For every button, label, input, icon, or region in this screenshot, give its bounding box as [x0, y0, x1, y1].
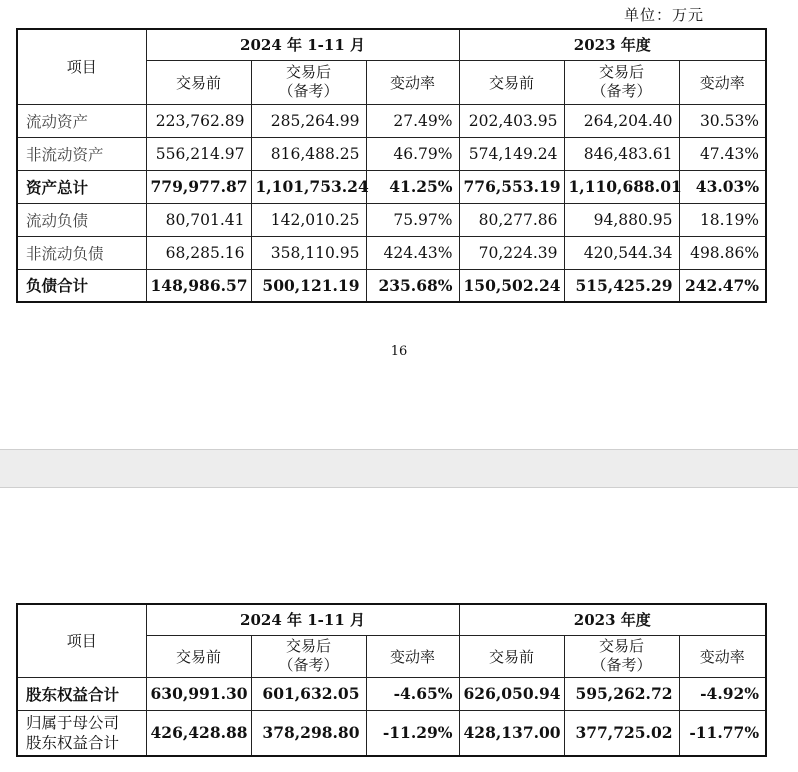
table-row [17, 203, 766, 236]
balance-sheet-table [16, 28, 767, 303]
cell-change: 75.97% [366, 203, 459, 236]
cell-value: 420,544.34 [564, 236, 679, 269]
cell-change: -4.65% [366, 677, 459, 710]
cell-value: 846,483.61 [564, 137, 679, 170]
table-row-total [17, 710, 766, 756]
table-row [17, 137, 766, 170]
cell-value: 428,137.00 [459, 710, 564, 756]
header-before: 交易前 [146, 60, 251, 104]
header-after: 交易后 （备考） [564, 60, 679, 104]
row-label: 非流动资产 [17, 137, 146, 170]
table-row-total [17, 269, 766, 302]
cell-value: 556,214.97 [146, 137, 251, 170]
cell-value: 223,762.89 [146, 104, 251, 137]
cell-value: 816,488.25 [251, 137, 366, 170]
cell-change: 235.68% [366, 269, 459, 302]
cell-value: 70,224.39 [459, 236, 564, 269]
cell-value: 515,425.29 [564, 269, 679, 302]
row-label: 流动负债 [17, 203, 146, 236]
cell-value: 595,262.72 [564, 677, 679, 710]
cell-value: 630,991.30 [146, 677, 251, 710]
cell-value: 500,121.19 [251, 269, 366, 302]
cell-value: 285,264.99 [251, 104, 366, 137]
cell-value: 779,977.87 [146, 170, 251, 203]
cell-value: 574,149.24 [459, 137, 564, 170]
cell-value: 202,403.95 [459, 104, 564, 137]
header-after: 交易后 （备考） [251, 60, 366, 104]
table-row [17, 104, 766, 137]
cell-change: 46.79% [366, 137, 459, 170]
cell-value: 1,110,688.01 [564, 170, 679, 203]
cell-change: -11.77% [679, 710, 766, 756]
cell-value: 776,553.19 [459, 170, 564, 203]
cell-value: 626,050.94 [459, 677, 564, 710]
cell-value: 264,204.40 [564, 104, 679, 137]
row-label: 股东权益合计 [17, 677, 146, 710]
row-label: 归属于母公司 股东权益合计 [17, 710, 146, 756]
cell-change: 18.19% [679, 203, 766, 236]
header-item: 项目 [17, 29, 146, 104]
page-number: 16 [390, 344, 408, 359]
cell-change: 498.86% [679, 236, 766, 269]
cell-value: 148,986.57 [146, 269, 251, 302]
cell-change: 41.25% [366, 170, 459, 203]
cell-value: 80,701.41 [146, 203, 251, 236]
row-label: 资产总计 [17, 170, 146, 203]
header-change: 变动率 [366, 60, 459, 104]
cell-change: -4.92% [679, 677, 766, 710]
header-after: 交易后 （备考） [251, 635, 366, 677]
row-label: 流动资产 [17, 104, 146, 137]
cell-change: 43.03% [679, 170, 766, 203]
header-period-2024: 2024 年 1-11 月 [146, 604, 459, 635]
cell-value: 378,298.80 [251, 710, 366, 756]
header-period-2023: 2023 年度 [459, 29, 766, 60]
unit-note: 单位：万元 [624, 6, 705, 24]
cell-value: 1,101,753.24 [251, 170, 366, 203]
header-after: 交易后 （备考） [564, 635, 679, 677]
cell-change: 242.47% [679, 269, 766, 302]
header-before: 交易前 [146, 635, 251, 677]
header-before: 交易前 [459, 60, 564, 104]
cell-value: 377,725.02 [564, 710, 679, 756]
cell-change: -11.29% [366, 710, 459, 756]
table-row [17, 236, 766, 269]
page-break-divider [0, 449, 798, 488]
header-change: 变动率 [679, 635, 766, 677]
cell-change: 47.43% [679, 137, 766, 170]
row-label: 非流动负债 [17, 236, 146, 269]
table-row-total [17, 677, 766, 710]
cell-value: 142,010.25 [251, 203, 366, 236]
cell-value: 68,285.16 [146, 236, 251, 269]
cell-value: 80,277.86 [459, 203, 564, 236]
header-before: 交易前 [459, 635, 564, 677]
cell-value: 426,428.88 [146, 710, 251, 756]
header-item: 项目 [17, 604, 146, 677]
row-label: 负债合计 [17, 269, 146, 302]
cell-change: 27.49% [366, 104, 459, 137]
header-period-2024: 2024 年 1-11 月 [146, 29, 459, 60]
cell-change: 30.53% [679, 104, 766, 137]
cell-value: 601,632.05 [251, 677, 366, 710]
header-change: 变动率 [679, 60, 766, 104]
table-row-total [17, 170, 766, 203]
cell-value: 358,110.95 [251, 236, 366, 269]
header-period-2023: 2023 年度 [459, 604, 766, 635]
equity-table [16, 603, 767, 757]
cell-value: 94,880.95 [564, 203, 679, 236]
cell-change: 424.43% [366, 236, 459, 269]
cell-value: 150,502.24 [459, 269, 564, 302]
header-change: 变动率 [366, 635, 459, 677]
